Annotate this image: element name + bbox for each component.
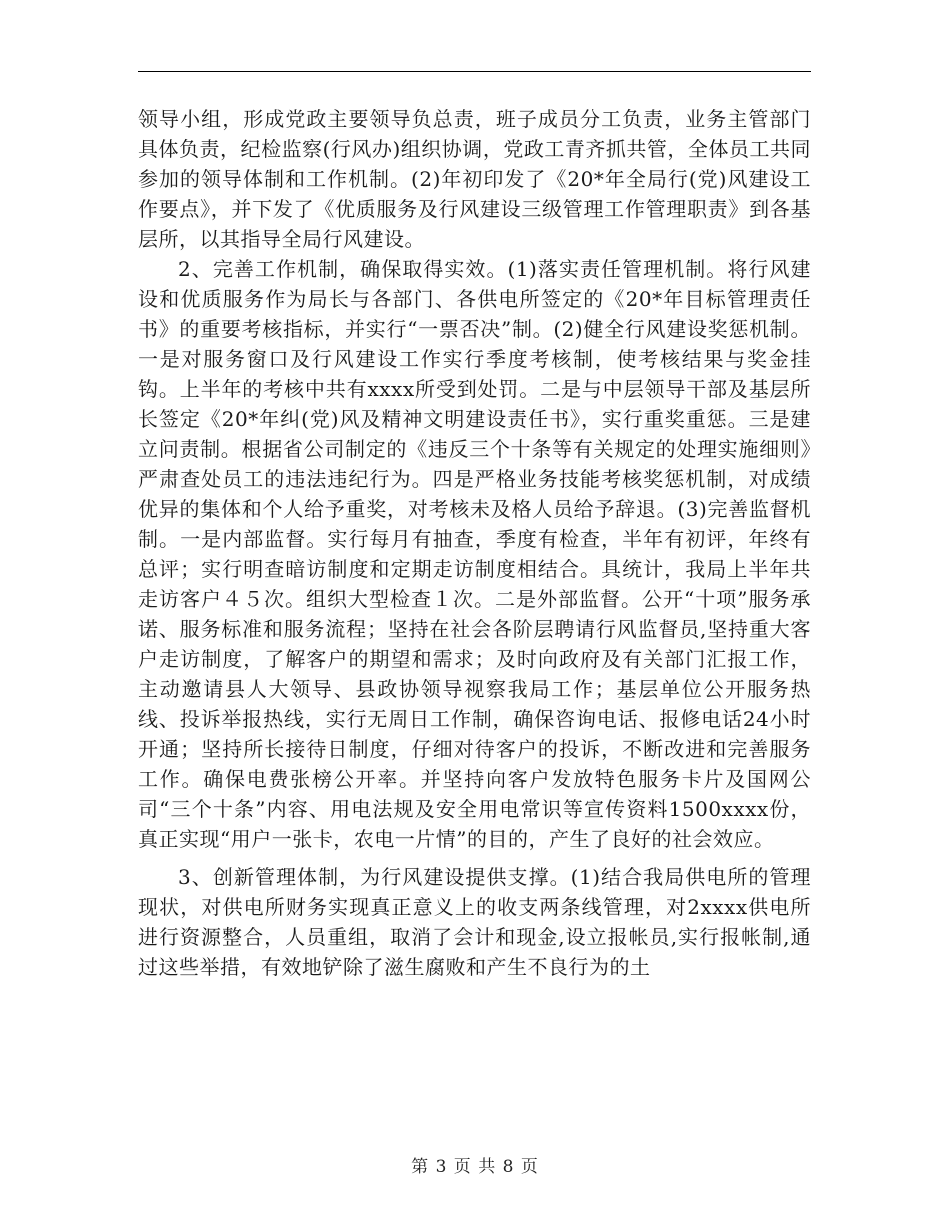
page-number-footer: 第 3 页 共 8 页 xyxy=(411,1157,539,1177)
paragraph-work-mechanism: 2、完善工作机制，确保取得实效。(1)落实责任管理机制。将行风建设和优质服务作为局长与各部门、各供电所签定的《20*年目标管理责任书》的重要考核指标，并实行“一票否决”制。(2)健全行风建设奖惩机制。一是对服务窗口及行风建设工作实行季度考核制，使考核结果与奖金挂钩。上半年的考核中共有xxxx所受到处罚。二是与中层领导干部及基层所长签定《20*年纠(党)风及精神文明建设责任书》，实行重奖重惩。三是建立问责制。根据省公司制定的《违反三个十条等有关规定的处理实施细则》严肃查处员工的违法违纪行为。四是严格业务技能考核奖惩机制，对成绩优异的集体和个人给予重奖，对考核未及格人员给予辞退。(3)完善监督机制。一是内部监督。实行每月有抽查，季度有检查，半年有初评，年终有总评；实行明查暗访制度和定期走访制度相结合。具统计，我局上半年共走访客户４５次。组织大型检查１次。二是外部监督。公开“十项”服务承诺、服务标准和服务流程；坚持在社会各阶层聘请行风监督员,坚持重大客户走访制度，了解客户的期望和需求；及时向政府及有关部门汇报工作，主动邀请县人大领导、县政协领导视察我局工作；基层单位公开服务热线、投诉举报热线，实行无周日工作制，确保咨询电话、报修电话24小时开通；坚持所长接待日制度，仔细对待客户的投诉，不断改进和完善服务工作。确保电费张榜公开率。并坚持向客户发放特色服务卡片及国网公司“三个十条”内容、用电法规及安全用电常识等宣传资料1500xxxx份，真正实现“用户一张卡，农电一片情”的目的，产生了良好的社会效应。 xyxy=(138,257,811,851)
header-divider xyxy=(138,71,811,72)
paragraph-management-system: 3、创新管理体制，为行风建设提供支撑。(1)结合我局供电所的管理现状，对供电所财务实现真正意义上的收支两条线管理，对2xxxx供电所进行资源整合，人员重组，取消了会计和现金,设立报帐员,实行报帐制,通过这些举措，有效地铲除了滋生腐败和产生不良行为的土 xyxy=(138,865,811,979)
paragraph-continuation: 领导小组，形成党政主要领导负总责，班子成员分工负责，业务主管部门具体负责，纪检监察(行风办)组织协调，党政工青齐抓共管，全体员工共同参加的领导体制和工作机制。(2)年初印发了《20*年全局行(党)风建设工作要点》，并下发了《优质服务及行风建设三级管理工作管理职责》到各基层所，以其指导全局行风建设。 xyxy=(138,107,811,251)
document-body xyxy=(138,104,811,982)
